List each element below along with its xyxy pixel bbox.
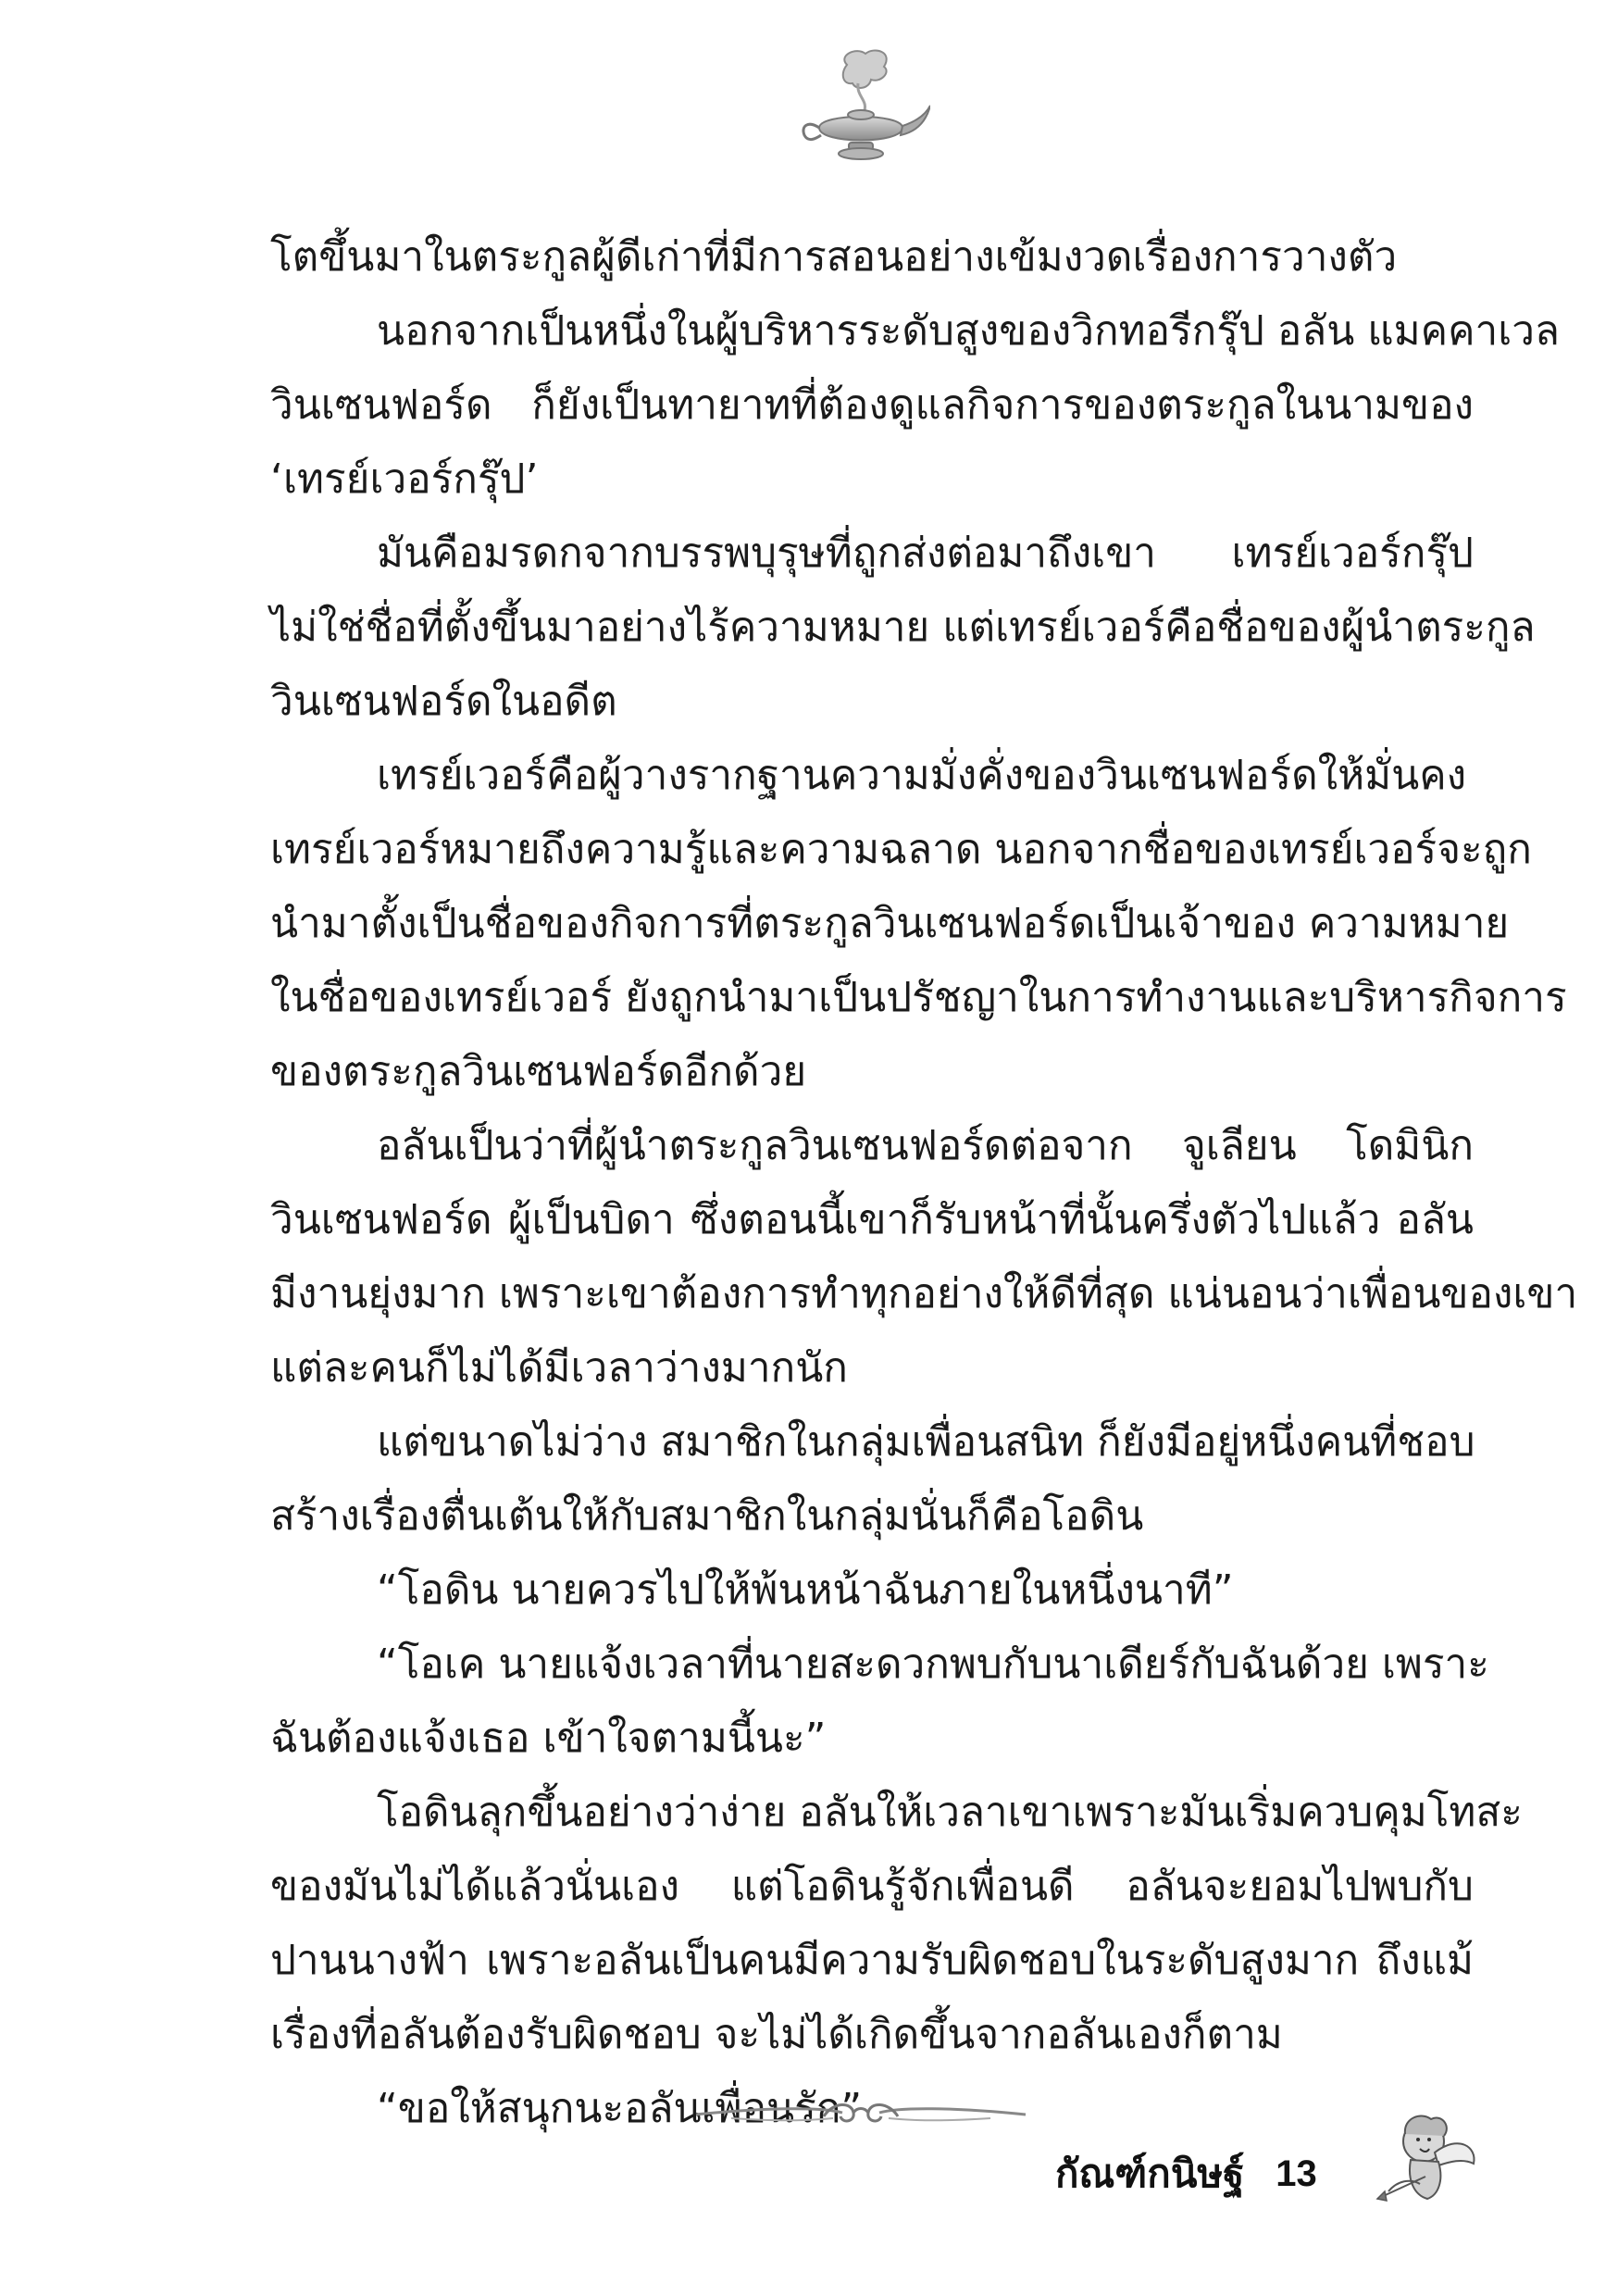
text-line: ฉันต้องแจ้งเธอ เข้าใจตามนี้นะ”: [270, 1715, 827, 1762]
paragraph: [270, 1628, 1489, 1776]
text-line: วินเซนฟอร์ด ก็ยังเป็นทายาทที่ต้องดูแลกิจการของตระกูลในนามของ: [270, 381, 1474, 429]
paragraph: [270, 1554, 1474, 1628]
text-line: สร้างเรื่องตื่นเต้นให้กับสมาชิกในกลุ่มนั่นก็คือโอดิน: [270, 1492, 1144, 1540]
text-line: แต่ละคนก็ไม่ได้มีเวลาว่างมากนัก: [270, 1344, 848, 1391]
text-line: ไม่ใช่ชื่อที่ตั้งขึ้นมาอย่างไร้ความหมาย แต่เทรย์เวอร์คือชื่อของผู้นำตระกูล: [270, 604, 1536, 651]
text-line: ปานนางฟ้า เพราะอลันเป็นคนมีความรับผิดชอบในระดับสูงมาก ถึงแม้: [270, 1937, 1474, 1984]
text-line: เทรย์เวอร์คือผู้วางรากฐานความมั่งคั่งของวินเซนฟอร์ดให้มั่นคง: [377, 752, 1467, 799]
text-line: นำมาตั้งเป็นชื่อของกิจการที่ตระกูลวินเซนฟอร์ดเป็นเจ้าของ ความหมาย: [270, 900, 1510, 947]
text-line: อลันเป็นว่าที่ผู้นำตระกูลวินเซนฟอร์ดต่อจาก จูเลียน โดมินิก: [377, 1122, 1474, 1169]
paragraph: [270, 739, 1567, 1109]
running-title: กัณฑ์กนิษฐ์: [1055, 2151, 1245, 2196]
text-line: ในชื่อของเทรย์เวอร์ ยังถูกนำมาเป็นปรัชญาในการทำงานและบริหารกิจการ: [270, 974, 1567, 1021]
text-line: แต่ขนาดไม่ว่าง สมาชิกในกลุ่มเพื่อนสนิท ก็ยังมีอยู่หนึ่งคนที่ชอบ: [377, 1418, 1475, 1466]
text-line: มันคือมรดกจากบรรพบุรุษที่ถูกส่งต่อมาถึงเขา เทรย์เวอร์กรุ๊ป: [377, 530, 1474, 577]
text-line: เรื่องที่อลันต้องรับผิดชอบ จะไม่ได้เกิดขึ้นจากอลันเองก็ตาม: [270, 2011, 1283, 2058]
magic-lamp-fairy-icon: [791, 46, 930, 167]
text-line: “โอเค นายแจ้งเวลาที่นายสะดวกพบกับนาเดียร์กับฉันด้วย เพราะ: [377, 1641, 1489, 1688]
page-number: 13: [1276, 2152, 1317, 2194]
text-line: วินเซนฟอร์ดในอดีต: [270, 678, 617, 725]
text-line: ของมันไม่ได้แล้วนั่นเอง แต่โอดินรู้จักเพื่อนดี อลันจะยอมไปพบกับ: [270, 1863, 1474, 1910]
text-line: “โอดิน นายควรไปให้พ้นหน้าฉันภายในหนึ่งนาที”: [377, 1566, 1234, 1614]
paragraph: [270, 1405, 1474, 1554]
text-line: ของตระกูลวินเซนฟอร์ดอีกด้วย: [270, 1048, 807, 1095]
text-line: มีงานยุ่งมาก เพราะเขาต้องการทำทุกอย่างให้ดีที่สุด แน่นอนว่าเพื่อนของเขา: [270, 1270, 1578, 1317]
text-line: “ขอให้สนุกนะอลันเพื่อนรัก”: [377, 2085, 863, 2132]
paragraph: [270, 220, 1474, 294]
paragraph: [270, 1109, 1578, 1405]
cupid-icon: [1370, 2106, 1481, 2217]
page-footer: [1055, 2137, 1317, 2211]
text-line: โอดินลุกขึ้นอย่างว่าง่าย อลันให้เวลาเขาเพราะมันเริ่มควบคุมโทสะ: [377, 1789, 1523, 1836]
text-line: ‘เทรย์เวอร์กรุ๊ป’: [270, 455, 539, 503]
paragraph: [270, 517, 1536, 739]
paragraph: [270, 294, 1560, 517]
paragraph: [270, 1776, 1523, 2072]
text-line: วินเซนฟอร์ด ผู้เป็นบิดา ซึ่งตอนนี้เขาก็รับหน้าที่นั้นครึ่งตัวไปแล้ว อลัน: [270, 1196, 1474, 1243]
body-text: [270, 220, 1578, 2146]
text-line: เทรย์เวอร์หมายถึงความรู้และความฉลาด นอกจากชื่อของเทรย์เวอร์จะถูก: [270, 826, 1532, 873]
text-line: นอกจากเป็นหนึ่งในผู้บริหารระดับสูงของวิกทอรีกรุ๊ป อลัน แมคคาเวล: [377, 307, 1560, 355]
scroll-flourish-icon: [694, 2094, 1027, 2131]
text-line: โตขึ้นมาในตระกูลผู้ดีเก่าที่มีการสอนอย่างเข้มงวดเรื่องการวางตัว: [270, 233, 1398, 281]
